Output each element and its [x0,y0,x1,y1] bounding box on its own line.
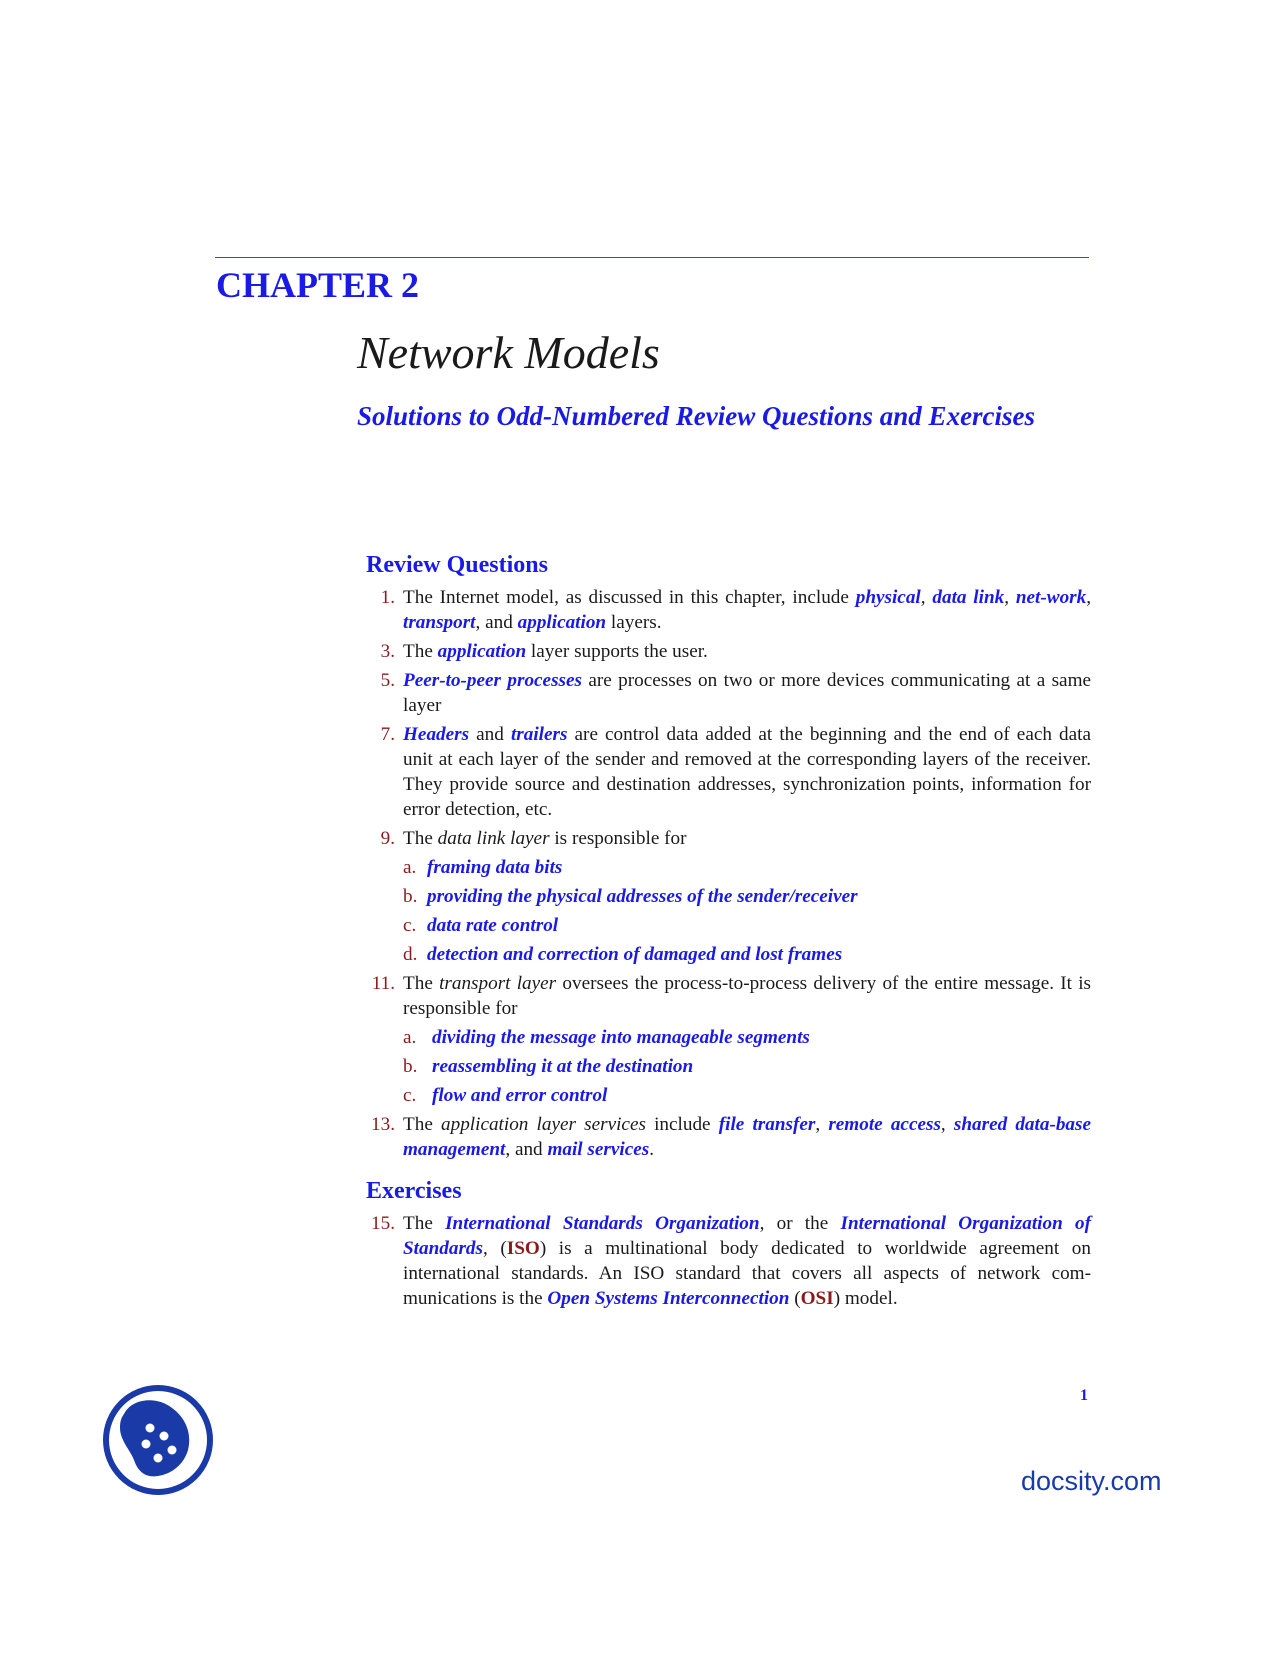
question-number: 9. [380,828,395,849]
keyword: Open Systems Interconnection [547,1288,790,1309]
review-questions-heading: Review Questions [366,552,548,578]
page-title: Network Models [357,327,660,378]
docsity-ladybug-logo-icon [102,1384,214,1496]
text: , or the [759,1213,841,1234]
page-number: 1 [1080,1387,1088,1404]
sub-text: dividing the message into manageable segments [432,1027,810,1048]
keyword: trailers [510,724,568,745]
text: ) model. [833,1288,898,1309]
keyword: application [517,612,607,633]
text: , [1086,587,1092,608]
text: layers. [606,612,662,633]
text: , [920,587,933,608]
text: The Internet model, as discussed in this chapter, include [403,587,856,608]
sub-letter: d. [403,944,418,965]
sub-item [366,942,1091,967]
question-5 [366,668,1091,718]
sub-text: providing the physical addresses of the sender/receiver [427,886,858,907]
text: and [469,724,511,745]
text: ) is a multinational body dedicated to worldwide agreement on international standards. An ISO standard that covers all aspects of network com-munications is the [403,1238,1091,1309]
sub-text: data rate control [427,915,559,936]
question-number: 15. [371,1213,395,1234]
text: , ( [482,1238,507,1259]
text: The [403,828,438,849]
question-number: 5. [380,670,395,691]
keyword: Headers [403,724,470,745]
keyword: transport [403,612,476,633]
question-number: 11. [371,973,395,994]
text: The [403,1114,441,1135]
sub-item [366,913,1091,938]
sub-text: detection and correction of damaged and lost frames [427,944,843,965]
keyword: remote access [828,1114,941,1135]
sub-text: framing data bits [427,857,563,878]
brand-link[interactable]: docsity.com [1021,1466,1162,1496]
text: , [1004,587,1016,608]
abbreviation: ISO [506,1238,540,1259]
text: , and [505,1139,548,1160]
text: , [940,1114,954,1135]
sub-letter: a. [403,857,417,878]
text: , and [475,612,518,633]
header-rule [215,257,1089,258]
sub-text: reassembling it at the destination [432,1056,694,1077]
keyword: data link [932,587,1005,608]
sub-text: flow and error control [432,1085,608,1106]
sub-item [366,1025,1091,1050]
sub-letter: c. [403,1085,417,1106]
text: ( [789,1288,801,1309]
keyword: International Organization of Standards [403,1213,1091,1259]
question-number: 1. [380,587,395,608]
text: , [815,1114,829,1135]
text: The [403,1213,446,1234]
sub-item [366,1083,1091,1108]
question-number: 13. [371,1114,395,1135]
keyword: International Standards Organization [445,1213,760,1234]
question-1 [366,585,1091,635]
question-15 [366,1211,1091,1311]
keyword: mail services [547,1139,650,1160]
question-13 [366,1112,1091,1162]
sub-item [366,1054,1091,1079]
main-content [366,553,1091,1315]
sub-letter: b. [403,1056,418,1077]
text: are processes on two or more devices communicating at a same layer [403,670,1092,716]
text: The [403,973,440,994]
question-number: 3. [380,641,395,662]
italic-term: data link layer [437,828,550,849]
sub-item [366,855,1091,880]
keyword: application [437,641,527,662]
exercises-heading: Exercises [366,1178,462,1204]
text: layer supports the user. [526,641,708,662]
text: . [649,1139,655,1160]
keyword: file transfer [718,1114,816,1135]
question-11 [366,971,1091,1021]
question-7 [366,722,1091,822]
question-number: 7. [380,724,395,745]
question-9 [366,826,1091,851]
keyword: physical [855,587,921,608]
sub-letter: a. [403,1027,417,1048]
sub-letter: c. [403,915,417,936]
sub-letter: b. [403,886,418,907]
keyword: shared data-base management [403,1114,1092,1160]
text: include [645,1114,719,1135]
keyword: Peer-to-peer processes [403,670,582,691]
text: The [403,641,438,662]
question-3 [366,639,1091,664]
text: are control data added at the beginning and the end of each data unit at each layer of the sender and removed at the corresponding layers of the receiver. They provide source and destination addresses, synchronization points, information for error detection, etc. [403,724,1091,820]
sub-item [366,884,1091,909]
text: is responsible for [549,828,687,849]
italic-term: transport layer [439,973,557,994]
text: oversees the process-to-process delivery of the entire message. It is responsible for [403,973,1091,1019]
page-subtitle: Solutions to Odd-Numbered Review Questions and Exercises [357,401,1036,431]
italic-term: application layer services [441,1114,646,1135]
chapter-label: CHAPTER 2 [216,265,420,305]
keyword: net-work [1015,587,1087,608]
abbreviation: OSI [800,1288,834,1309]
